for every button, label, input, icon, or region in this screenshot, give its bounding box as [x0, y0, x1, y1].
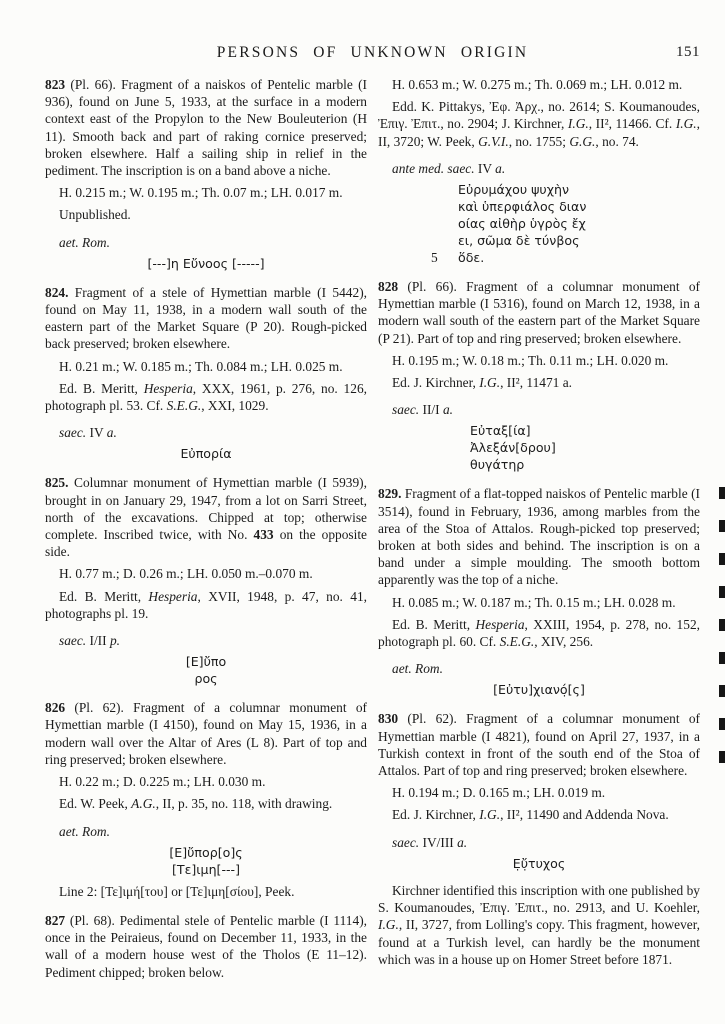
inscription-823: [45, 255, 367, 272]
italic-text: A.G.: [131, 796, 156, 812]
italic-text: a.: [106, 425, 117, 441]
bold-text: 826: [45, 700, 66, 716]
italic-text: I.G.: [479, 807, 501, 823]
commentary-830: [378, 882, 700, 968]
text-run: H. 0.085 m.; W. 0.187 m.; Th. 0.15 m.; LH. 0.028 m.: [392, 594, 676, 610]
italic-text: I.G.: [378, 917, 399, 933]
text-run: , no. 74.: [595, 133, 639, 149]
text-run: IV: [474, 160, 496, 176]
date-830: [378, 834, 700, 851]
date-827: [378, 160, 700, 177]
text-run: IV: [86, 425, 107, 441]
text-run: , II, p. 35, no. 118, with drawing.: [155, 796, 333, 812]
bold-text: 824.: [45, 284, 69, 300]
verse-line: [458, 215, 700, 232]
text-run: , II, 3720; W. Peek,: [378, 116, 700, 149]
text-run: H. 0.22 m.; D. 0.225 m.; LH. 0.030 m.: [59, 774, 266, 790]
greek-text: ει, σῶμα δὲ τύνβος: [458, 233, 580, 249]
italic-text: a.: [457, 834, 468, 850]
text-run: , XVII, 1948, p. 47, no. 41, photographs pl. 19.: [45, 588, 367, 621]
text-run: H. 0.215 m.; W. 0.195 m.; Th. 0.07 m.; LH. 0.017 m.: [59, 185, 343, 201]
bold-text: 825.: [45, 475, 69, 491]
greek-line: [---]η Εὔνοος [-----]: [147, 255, 265, 271]
text-run: , XXX, 1961, p. 276, no. 126, photograph pl. 53. Cf.: [45, 380, 367, 414]
text-run: (Pl. 66). Fragment of a naiskos of Pentelic marble (I 936), found on June 5, 1933, at the surface in a modern context east of the Propylon to the New Bouleuterion (H 11). Smooth back and part of raking cornice preserved; broken elsewhere. Half a sailing ship in relief in the pediment. The inscription is on a band above a niche.: [45, 77, 367, 179]
italic-text: Hesperia: [148, 588, 198, 604]
scan-artifact-marks: [719, 487, 725, 784]
entry-830: [378, 710, 700, 779]
bold-text: 830: [378, 711, 399, 727]
italic-text: ante med. saec.: [392, 160, 475, 176]
text-run: , II, 3727, from Lolling's copy. This fragment, however, found at a Turkish level, can hardly be the monument which was in a house up on Homer Street before 1871.: [378, 917, 700, 967]
date-826: [45, 823, 367, 840]
inscription-830: [378, 855, 700, 872]
greek-line: Ἀλεξάν[δρου]: [470, 440, 556, 456]
greek-line: Εὐπορία: [180, 446, 232, 462]
italic-text: Hesperia: [475, 616, 525, 632]
italic-text: I.G.: [479, 375, 501, 391]
page-number: 151: [676, 44, 700, 60]
verse-line: [458, 181, 700, 198]
text-run: , XXI, 1029.: [201, 398, 269, 414]
entry-827: [45, 912, 367, 981]
date-825: [45, 632, 367, 649]
date-824: [45, 424, 367, 441]
text-run: H. 0.21 m.; W. 0.185 m.; Th. 0.084 m.; LH. 0.025 m.: [59, 358, 343, 374]
entry-829: [378, 485, 700, 588]
text-run: , XXIII, 1954, p. 278, no. 152, photograph pl. 60. Cf.: [378, 616, 700, 650]
text-run: Ed. J. Kirchner,: [392, 375, 480, 391]
inscription-824: [45, 445, 367, 462]
italic-text: saec.: [392, 402, 420, 418]
text-run: II/I: [419, 402, 443, 418]
text-run: , II², 11471 a.: [500, 375, 573, 391]
italic-text: S.E.G.: [166, 398, 202, 414]
text-run: , no. 1755;: [508, 133, 570, 149]
verse-line: [431, 249, 700, 266]
publication-823: [45, 206, 367, 223]
greek-line: ρος: [194, 671, 218, 687]
inscription-826: [45, 844, 367, 878]
text-run: H. 0.194 m.; D. 0.165 m.; LH. 0.019 m.: [392, 785, 606, 801]
text-run: (Pl. 66). Fragment of a columnar monument of Hymettian marble (I 5316), found on March 12, 1938, in a modern wall south of the eastern part of the Market Square (P 21). Part of top and ring preserved; broken elsewhere.: [378, 279, 700, 346]
bold-text: 827: [45, 912, 66, 928]
text-run: , II², 11466. Cf.: [588, 116, 676, 132]
italic-text: I.G.: [567, 116, 589, 132]
text-run: (Pl. 62). Fragment of a columnar monument of Hymettian marble (I 4821), found on April 27, 1937, in a Turkish context in front of the south end of the Stoa of Attalos. Part of top and ring preserved; broken elsewhere.: [378, 711, 700, 779]
text-run: H. 0.77 m.; D. 0.26 m.; LH. 0.050 m.–0.070 m.: [59, 566, 313, 582]
entry-825: [45, 474, 367, 560]
publication-827: [378, 98, 700, 150]
italic-text: aet. Rom.: [59, 234, 110, 250]
text-run: Edd. K. Pittakys, Ἐφ. Ἀρχ., no. 2614; S. Koumanoudes, Ἐπιγ. Ἐπιτ., no. 2904; J. Kirchner,: [378, 99, 700, 132]
text-run: on the opposite side.: [45, 527, 367, 560]
text-run: Fragment of a flat-topped naiskos of Pentelic marble (I 3514), found in February, 1936, among marbles from the area of the Stoa of Attalos. Rough-picked top preserved; broken at both sides and behind. The inscription is on a band under a simple moulding. The smooth bottom apparently was the top of a niche.: [378, 486, 700, 588]
text-run: Kirchner identified this inscription with one published by S. Koumanoudes, Ἐπιγ. Ἐπιτ., no. 2913, and U. Koehler,: [378, 882, 700, 916]
entry-824: [45, 284, 367, 353]
inscription-825: [45, 653, 367, 687]
greek-text: οίας αἰθὴρ ὑγρὸς ἔχ: [458, 216, 586, 232]
italic-text: aet. Rom.: [59, 823, 110, 839]
text-run: Ed. B. Meritt,: [59, 380, 144, 396]
greek-line: [Τε]ιμη[---]: [171, 861, 241, 877]
text-run: H. 0.195 m.; W. 0.18 m.; Th. 0.11 m.; LH. 0.020 m.: [392, 352, 669, 368]
italic-text: S.E.G.: [499, 634, 535, 650]
text-run: H. 0.653 m.; W. 0.275 m.; Th. 0.069 m.; LH. 0.012 m.: [392, 77, 683, 92]
publication-824: [45, 380, 367, 414]
italic-text: I.G.: [675, 116, 697, 132]
column-right: [378, 76, 700, 981]
bold-text: 829.: [378, 486, 402, 502]
running-title: PERSONS OF UNKNOWN ORIGIN: [216, 44, 529, 61]
text-run: , II², 11490 and Addenda Nova.: [500, 807, 669, 823]
greek-line: [Ε]ὔπο: [185, 654, 227, 670]
italic-text: Hesperia: [143, 380, 193, 396]
greek-line: [Ε]ὔπορ[ο]ς: [169, 844, 243, 860]
dimensions-825: [45, 565, 367, 582]
text-run: Columnar monument of Hymettian marble (I 5939), brought in on January 29, 1947, from a lot on Sarri Street, north of the excavations. Chipped at top; otherwise complete. Inscribed twice, with No.: [45, 475, 367, 543]
italic-text: aet. Rom.: [392, 661, 443, 677]
text-run: Ed. B. Meritt,: [59, 588, 149, 604]
text-run: Unpublished.: [59, 207, 131, 223]
greek-line: Ε̣ὔ̣τυχος: [512, 855, 566, 871]
text-run: I/II: [86, 633, 110, 649]
greek-text: ὅδε.: [458, 250, 485, 266]
text-run: (Pl. 68). Pedimental stele of Pentelic marble (I 1114), once in the Peiraieus, found on December 11, 1933, in the wall of a modern house west of the Tholos (E 11–12). Pediment chipped; broken below.: [45, 912, 367, 980]
italic-text: G.V.I.: [478, 133, 509, 149]
text-run: Line 2: [Τε]ιμή[του] or [Τε]ιμη[σίου], Peek.: [59, 883, 295, 899]
dimensions-826: [45, 773, 367, 790]
italic-text: saec.: [392, 834, 420, 850]
dimensions-824: [45, 358, 367, 375]
entry-823: [45, 76, 367, 179]
bold-text: 823: [45, 77, 66, 92]
italic-text: saec.: [59, 633, 87, 649]
publication-828: [378, 374, 700, 391]
dimensions-828: [378, 352, 700, 369]
text-run: IV/III: [419, 834, 458, 850]
dimensions-827: [378, 76, 700, 93]
bold-text: 828: [378, 279, 399, 295]
greek-line: θυγάτηρ: [470, 457, 525, 473]
bold-text: 433: [253, 527, 274, 543]
italic-text: p.: [109, 633, 120, 649]
inscription-827: [431, 181, 700, 266]
italic-text: saec.: [59, 425, 87, 441]
verse-line: [458, 198, 700, 215]
greek-line: [Εὐτυ]χιανό̣[ς]: [493, 682, 585, 698]
dimensions-823: [45, 184, 367, 201]
italic-text: a.: [495, 160, 506, 176]
text-run: , XIV, 256.: [534, 634, 594, 650]
page-header: [45, 44, 700, 64]
dimensions-829: [378, 594, 700, 611]
inscription-828: [470, 422, 700, 473]
verse-line-number: 5: [431, 250, 438, 266]
italic-text: G.G.: [569, 133, 596, 149]
note-826: [45, 883, 367, 900]
text-run: Fragment of a stele of Hymettian marble (I 5442), found on May 11, 1938, in a modern wall south of the eastern part of the Market Square (P 20). Rough-picked back preserved; broken elsewhere.: [45, 284, 367, 352]
date-829: [378, 660, 700, 677]
date-823: [45, 234, 367, 251]
entry-826: [45, 699, 367, 768]
date-828: [378, 401, 700, 418]
column-left: [45, 76, 367, 981]
text-run: Ed. J. Kirchner,: [392, 807, 480, 823]
publication-829: [378, 616, 700, 650]
greek-line: Εὐταξ[ία]: [470, 423, 531, 439]
greek-text: Εὐρυμάχου ψυχὴν: [458, 182, 569, 198]
text-columns: [45, 76, 700, 981]
publication-830: [378, 806, 700, 823]
inscription-829: [378, 681, 700, 698]
verse-line: [458, 232, 700, 249]
publication-825: [45, 588, 367, 622]
text-run: Ed. B. Meritt,: [392, 616, 476, 632]
greek-text: καὶ ὑπερφιάλος διαν: [458, 199, 587, 215]
italic-text: a.: [442, 402, 453, 418]
text-run: Ed. W. Peek,: [59, 796, 132, 812]
dimensions-830: [378, 784, 700, 801]
entry-828: [378, 278, 700, 347]
text-run: (Pl. 62). Fragment of a columnar monument of Hymettian marble (I 4150), found on May 15, 1936, in a modern wall over the Altar of Ares (L 8). Part of top and ring preserved; broken elsewhere.: [45, 700, 367, 767]
publication-826: [45, 795, 367, 812]
